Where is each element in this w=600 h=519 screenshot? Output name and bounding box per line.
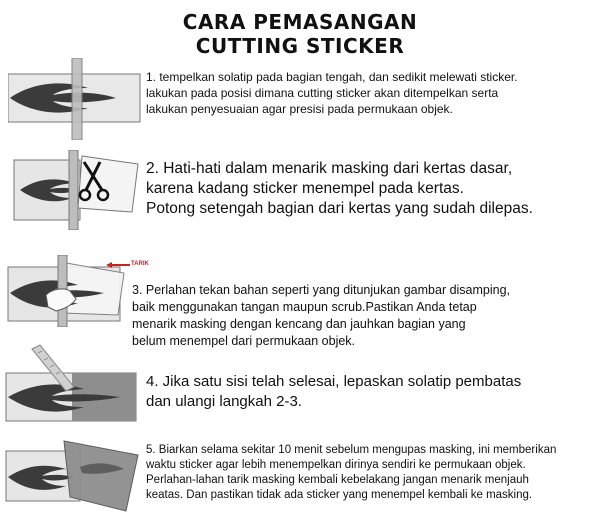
- step-5-line: 5. Biarkan selama sekitar 10 menit sebelum mengupas masking, ini memberikan: [146, 444, 557, 456]
- step-2-line: Potong setengah bagian dari kertas yang sudah dilepas.: [146, 200, 533, 217]
- step-1-illustration: [8, 58, 143, 140]
- step-4-illustration: [4, 343, 144, 425]
- step-3-line: belum menempel dari permukaan objek.: [132, 334, 356, 348]
- tape-strip: [72, 58, 82, 140]
- step-1-line: lakukan pada posisi dimana cutting sticker akan ditempelkan serta: [146, 86, 499, 100]
- step-2-line: 2. Hati-hati dalam menarik masking dari kertas dasar,: [146, 160, 513, 177]
- tape-strip: [69, 150, 78, 230]
- step-5-text: [146, 443, 598, 503]
- step-3-line: baik menggunakan tangan maupun scrub.Pastikan Anda tetap: [132, 300, 477, 314]
- pull-label: TARIK: [131, 261, 149, 267]
- step-2-line: karena kadang sticker menempel pada kertas.: [146, 180, 464, 197]
- step-3-line: menarik masking dengan kencang dan jauhkan bagian yang: [132, 317, 466, 331]
- step-1-line: lakukan penyesuaian agar presisi pada permukaan objek.: [146, 102, 453, 116]
- step-3-text: [132, 282, 592, 350]
- step-3-line: 3. Perlahan tekan bahan seperti yang ditunjukan gambar disamping,: [132, 283, 511, 297]
- step-3-illustration: [6, 255, 131, 327]
- step-4-line: 4. Jika satu sisi telah selesai, lepaskan solatip pembatas: [146, 373, 522, 390]
- step-5-line: Perlahan-lahan tarik masking kembali kebelakang jangan menarik menjauh: [146, 474, 529, 486]
- step-1-line: 1. tempelkan solatip pada bagian tengah, dan sedikit melewati sticker.: [146, 70, 518, 84]
- step-4-line: dan ulangi langkah 2-3.: [146, 393, 302, 410]
- title-line-2: CUTTING STICKER: [195, 34, 405, 58]
- step-2-text: [146, 159, 596, 219]
- step-1-text: [146, 69, 596, 117]
- step-2-illustration: [12, 150, 140, 230]
- step-4-text: [146, 372, 596, 412]
- title-line-1: CARA PEMASANGAN: [182, 10, 418, 34]
- step-5-illustration: [4, 437, 144, 515]
- step-5-line: waktu sticker agar lebih menempelkan dirinya sendiri ke permukaan objek.: [146, 459, 526, 471]
- step-5-line: keatas. Dan pastikan tidak ada sticker yang menempel kembali ke masking.: [146, 489, 533, 501]
